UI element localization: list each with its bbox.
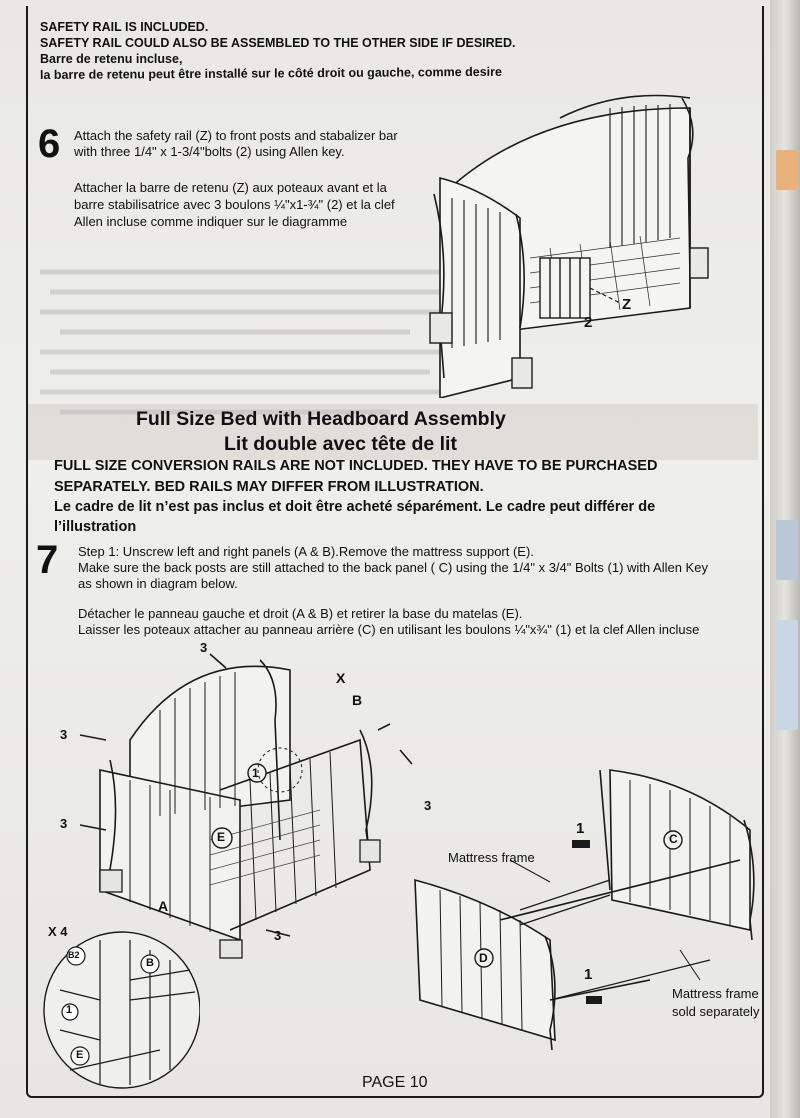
bolt-detail-circle — [30, 920, 200, 1090]
label-3-left: 3 — [60, 727, 68, 742]
label-x: X — [336, 670, 346, 686]
section-title-fr: Lit double avec tête de lit — [224, 433, 457, 455]
label-b-detail: B — [146, 957, 154, 969]
notice-line-2: SAFETY RAIL COULD ALSO BE ASSEMBLED TO THE OTHER SIDE IF DESIRED. — [40, 36, 516, 50]
notice-line-4: la barre de retenu peut être installé sur le côté droit ou gauche, comme desire — [39, 64, 502, 82]
step-6-en-line-2: with three 1/4" x 1-3/4"bolts (2) using Allen key. — [74, 144, 345, 159]
label-c: C — [669, 832, 678, 846]
label-1-circle: 1 — [252, 766, 259, 780]
label-e-circle: E — [217, 830, 226, 844]
label-1-frame-top: 1 — [576, 820, 585, 837]
step-7-fr-line-2: Laisser les poteaux attacher au panneau arrière (C) en utilisant les boulons ¼"x¾" (1) et la clef Allen incluse — [78, 622, 700, 637]
label-mattress-frame-sold-1: Mattress frame — [672, 986, 759, 1001]
label-mattress-frame-sold-2: sold separately — [672, 1004, 760, 1019]
page-number: PAGE 10 — [362, 1074, 428, 1091]
warning-fr-line-1: Le cadre de lit n’est pas inclus et doit être acheté séparément. Le cadre peut différer de — [54, 499, 656, 515]
label-3-bottom: 3 — [274, 928, 282, 943]
step-7-en-line-1: Step 1: Unscrew left and right panels (A & B).Remove the mattress support (E). — [78, 544, 534, 559]
label-x4: X 4 — [48, 924, 68, 939]
step-7-en-line-2: Make sure the back posts are still attached to the back panel ( C) using the 1/4" x 3/4" Bolts (1) with Allen Key — [78, 560, 708, 575]
label-z: Z — [622, 296, 632, 313]
notice-line-3: Barre de retenu incluse, — [40, 52, 183, 66]
notice-line-1: SAFETY RAIL IS INCLUDED. — [40, 20, 209, 34]
adjacent-booklet-edge — [770, 0, 800, 1118]
step-6-fr-line-2: barre stabilisatrice avec 3 boulons ¼"x1-¾" (2) et la clef — [74, 197, 395, 212]
label-2: 2 — [584, 314, 593, 331]
label-mattress-frame: Mattress frame — [448, 850, 535, 865]
step-6-fr-line-3: Allen incluse comme indiquer sur le diagramme — [74, 214, 348, 229]
crib-disassembly-diagram — [60, 640, 440, 960]
label-1-detail: 1 — [66, 1004, 73, 1016]
label-3-top: 3 — [200, 640, 208, 655]
label-d: D — [479, 951, 488, 965]
label-3-lower-left: 3 — [60, 816, 68, 831]
step-7-number: 7 — [36, 538, 59, 582]
label-b2: B2 — [68, 950, 80, 960]
step-7-fr-line-1: Détacher le panneau gauche et droit (A & B) et retirer la base du matelas (E). — [78, 606, 523, 621]
label-1-frame-bottom: 1 — [584, 966, 593, 983]
section-title-en: Full Size Bed with Headboard Assembly — [136, 408, 506, 430]
label-3-right: 3 — [424, 798, 432, 813]
step-7-en-line-3: as shown in diagram below. — [78, 576, 238, 591]
step-6-fr-line-1: Attacher la barre de retenu (Z) aux poteaux avant et la — [74, 180, 387, 195]
label-e-detail: E — [76, 1049, 84, 1061]
step-6-number: 6 — [38, 122, 61, 166]
crib-with-safety-rail-diagram — [420, 78, 720, 398]
step-6-en-line-1: Attach the safety rail (Z) to front posts and stabalizer bar — [74, 128, 398, 143]
warning-en-line-2: SEPARATELY. BED RAILS MAY DIFFER FROM ILLUSTRATION. — [54, 479, 484, 495]
label-b: B — [352, 692, 363, 708]
warning-fr-line-2: l’illustration — [54, 519, 137, 535]
label-a: A — [158, 898, 169, 914]
warning-en-line-1: FULL SIZE CONVERSION RAILS ARE NOT INCLUDED. THEY HAVE TO BE PURCHASED — [54, 458, 658, 474]
